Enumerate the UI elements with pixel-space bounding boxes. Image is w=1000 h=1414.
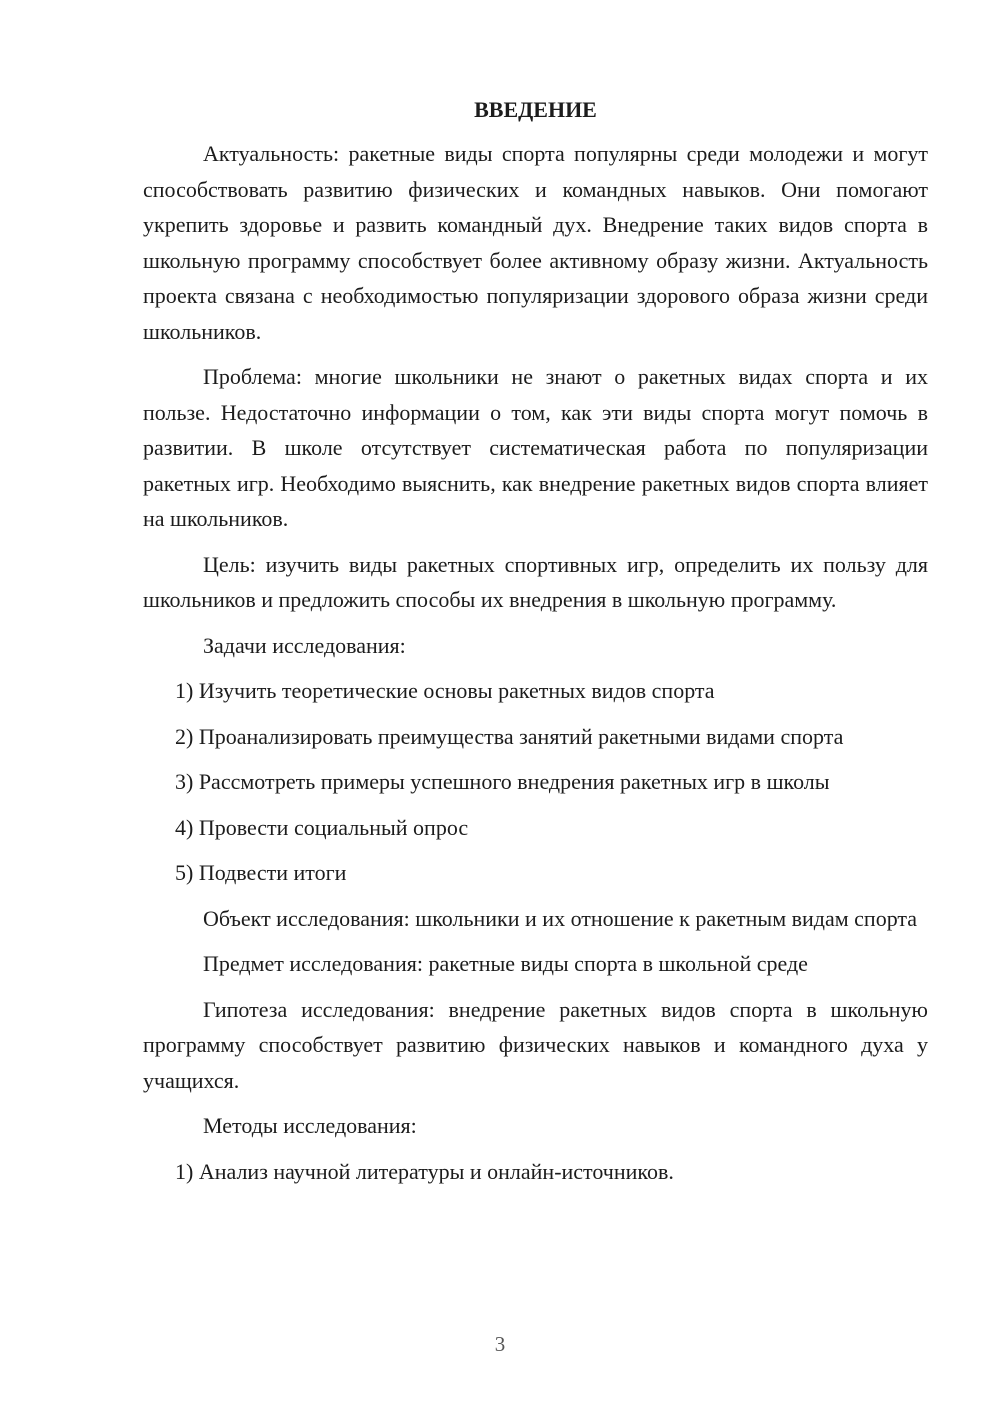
paragraph-subject: Предмет исследования: ракетные виды спорта в школьной среде — [203, 951, 808, 976]
paragraph-methods-title: Методы исследования: — [203, 1113, 417, 1138]
list-item-task-3: 3) Рассмотреть примеры успешного внедрения ракетных игр в школы — [175, 769, 830, 794]
list-item-task-4: 4) Провести социальный опрос — [175, 814, 469, 840]
list-item-task-5: 5) Подвести итоги — [175, 860, 347, 885]
page-content — [143, 92, 928, 1199]
list-item-task-2: 2) Проанализировать преимущества занятий ракетными видами спорта — [175, 723, 844, 749]
list-item-task-1: 1) Изучить теоретические основы ракетных видов спорта — [175, 678, 715, 703]
paragraph-problem: Проблема: многие школьники не знают о ракетных видах спорта и их пользе. Недостаточно информации о том, как эти виды спорта могут помочь в развитии. В школе отсутствует систематическая работа по популяризации ракетных игр. Необходимо выяснить, как внедрение ракетных видов спорта влияет на школьников. — [143, 364, 928, 531]
paragraph-relevance: Актуальность: ракетные виды спорта популярны среди молодежи и могут способствовать развитию физических и командных навыков. Они помогают укрепить здоровье и развить командный дух. Внедрение таких видов спорта в школьную программу способствует более активному образу жизни. Актуальность проекта связана с необходимостью популяризации здорового образа жизни среди школьников. — [143, 141, 928, 344]
paragraph-object: Объект исследования: школьники и их отношение к ракетным видам спорта — [203, 905, 918, 931]
paragraph-tasks-title: Задачи исследования: — [203, 632, 406, 658]
paragraph-hypothesis: Гипотеза исследования: внедрение ракетных видов спорта в школьную программу способствует развитию физических навыков и командного духа у учащихся. — [143, 996, 928, 1093]
page-number: 3 — [494, 1332, 506, 1356]
paragraph-goal: Цель: изучить виды ракетных спортивных игр, определить их пользу для школьников и предложить способы их внедрения в школьную программу. — [143, 551, 928, 612]
list-item-method-1: 1) Анализ научной литературы и онлайн-источников. — [175, 1158, 674, 1184]
section-heading: ВВЕДЕНИЕ — [474, 97, 597, 122]
